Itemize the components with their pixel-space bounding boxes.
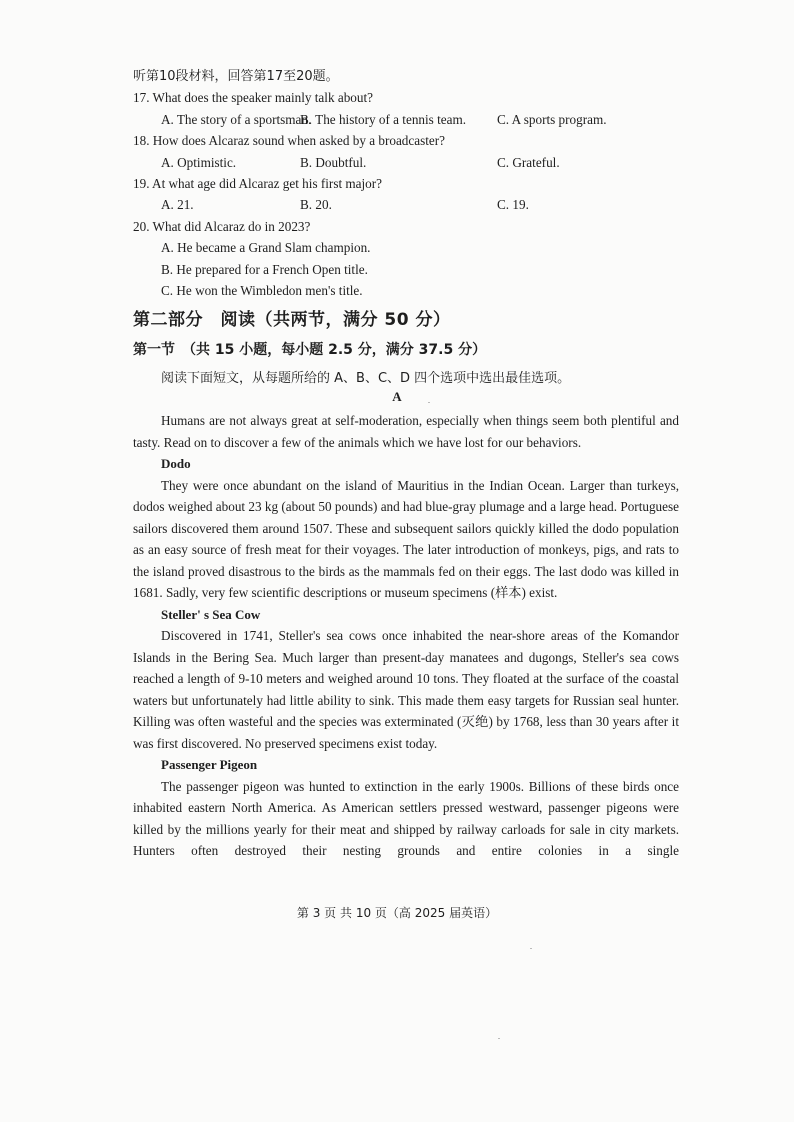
- option-c: C. He won the Wimbledon men's title.: [161, 283, 363, 299]
- scan-speck: [428, 402, 430, 403]
- listening-section: [133, 66, 681, 301]
- option-c: C. 19.: [497, 197, 529, 213]
- paragraph-sea-cow: Discovered in 1741, Steller's sea cows once inhabited the near-shore areas of the Komandor Islands in the Bering Sea. Much larger than present-day manatees and dugongs, Steller's sea cows reached a length of 9-10 meters and weighed around 10 tons. They floated at the surface of the coastal waters but unfortunately had little ability to sink. This made them easy targets for Russian seal hunter. Killing was often wasteful and the species was exterminated (灭绝) by 1768, less than 30 years after it was first discovered. No preserved specimens exist today.: [133, 628, 679, 751]
- question-19: [133, 173, 681, 216]
- question-stem: 20. What did Alcaraz do in 2023?: [133, 218, 311, 234]
- page-footer: 第 3 页 共 10 页（高 2025 届英语）: [296, 906, 498, 920]
- subheading-sea-cow: Steller' s Sea Cow: [161, 606, 261, 622]
- option-b: B. He prepared for a French Open title.: [161, 261, 368, 277]
- scan-speck: [498, 1038, 500, 1039]
- option-a: A. Optimistic.: [161, 154, 237, 170]
- section-heading: 第一节 （共 15 小题，每小题 2.5 分，满分 37.5 分）: [133, 342, 487, 358]
- question-stem: 19. At what age did Alcaraz get his first major?: [133, 176, 383, 192]
- intro-paragraph: Humans are not always great at self-moderation, especially when things seem both plentiful and tasty. Read on to discover a few of the animals which we have lost for our behaviors.: [133, 413, 679, 450]
- reading-passage: [133, 410, 679, 862]
- passage-label: A: [392, 389, 402, 404]
- section-intro: 听第10段材料，回答第17至20题。: [133, 69, 339, 84]
- option-c: C. Grateful.: [497, 154, 560, 170]
- question-stem: 18. How does Alcaraz sound when asked by a broadcaster?: [133, 133, 445, 149]
- option-a: A. He became a Grand Slam champion.: [161, 240, 371, 256]
- question-18: [133, 130, 681, 173]
- subheading-dodo: Dodo: [161, 456, 191, 471]
- question-17: [133, 87, 681, 130]
- instruction: 阅读下面短文，从每题所给的 A、B、C、D 四个选项中选出最佳选项。: [161, 371, 571, 386]
- subheading-passenger-pigeon: Passenger Pigeon: [161, 757, 258, 772]
- question-stem: 17. What does the speaker mainly talk about?: [133, 90, 373, 106]
- option-c: C. A sports program.: [497, 111, 607, 127]
- paragraph-dodo: They were once abundant on the island of Mauritius in the Indian Ocean. Larger than turkeys, dodos weighed about 23 kg (about 50 pounds) and had blue-gray plumage and a large head. Portuguese sailors discovered them around 1507. These and subsequent sailors quickly killed the dodo population as an easy source of fresh meat for their voyages. The later introduction of monkeys, pigs, and rats to the island proved disastrous to the birds as the mammals fed on their eggs. The last dodo was killed in 1681. Sadly, very few scientific descriptions or museum specimens (样本) exist.: [133, 477, 679, 600]
- paragraph-passenger-pigeon: The passenger pigeon was hunted to extinction in the early 1900s. Billions of these birds once inhabited eastern North America. As American settlers pressed westward, passenger pigeons were killed by the millions yearly for their meat and shipped by railway carloads for sale in city markets. Hunters often destroyed their nesting grounds and entire colonies in a single: [133, 778, 679, 858]
- scan-speck: [530, 948, 532, 949]
- option-a: A. 21.: [161, 197, 194, 213]
- option-b: B. The history of a tennis team.: [300, 111, 467, 127]
- option-b: B. Doubtful.: [300, 154, 367, 170]
- option-b: B. 20.: [300, 197, 332, 213]
- question-20: [133, 216, 681, 302]
- part-heading: 第二部分 阅读（共两节，满分 50 分）: [133, 310, 451, 330]
- option-a: A. The story of a sportsman.: [161, 111, 312, 127]
